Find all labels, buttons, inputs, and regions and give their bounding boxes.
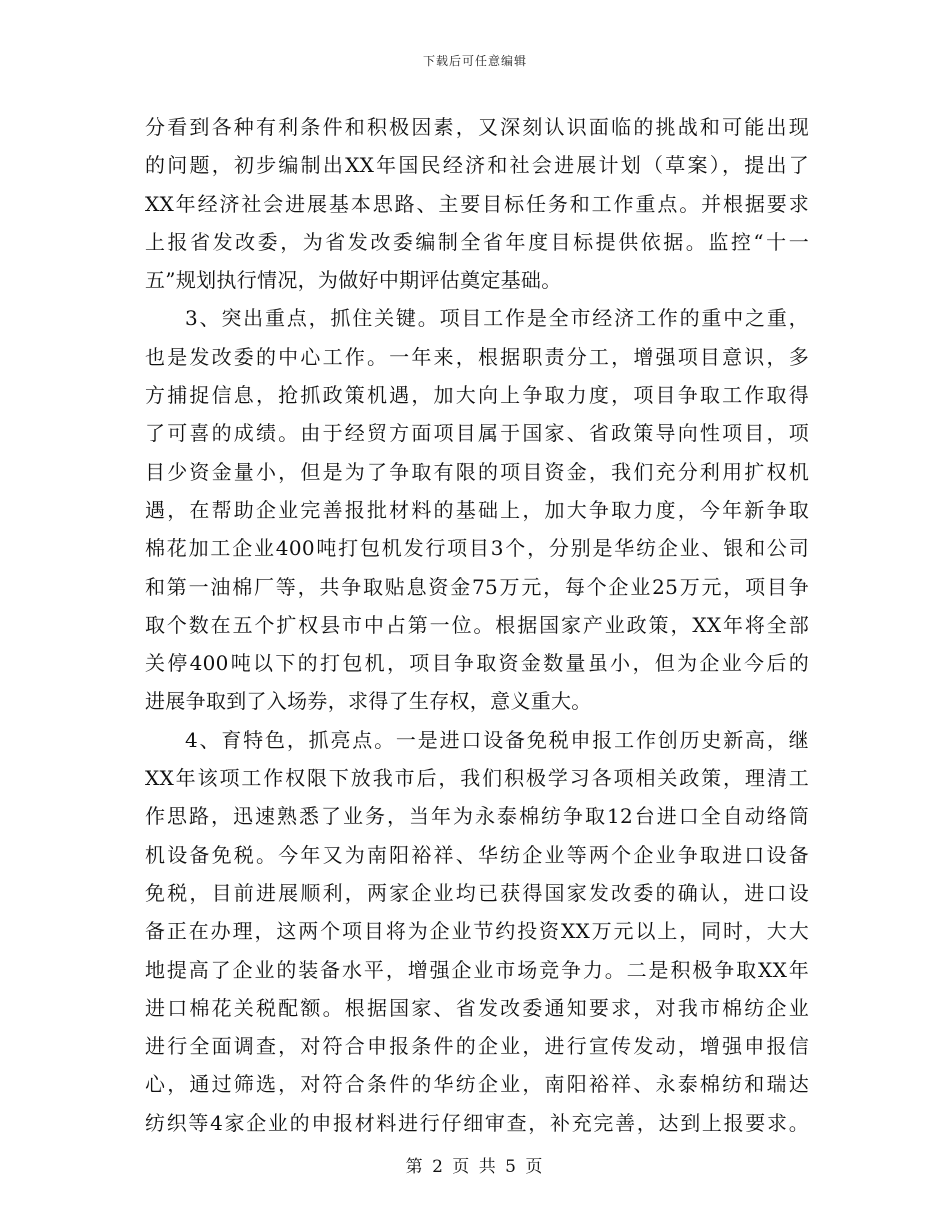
text-line: 五”规划执行情况，为做好中期评估奠定基础。 — [145, 268, 562, 293]
text-line: 纺织等4家企业的申报材料进行仔细审查，补充完善，达到上报要求。 — [145, 1110, 809, 1135]
text-line: 也是发改委的中心工作。一年来，根据职责分工，增强项目意识，多 — [145, 344, 809, 369]
text-line: 遇，在帮助企业完善报批材料的基础上，加大争取力度，今年新争取 — [145, 497, 809, 522]
text-line: 进行全面调查，对符合申报条件的企业，进行宣传发动，增强申报信 — [145, 1034, 809, 1059]
text-line: 取个数在五个扩权县市中占第一位。根据国家产业政策，XX年将全部 — [145, 612, 809, 637]
text-line: XX年该项工作权限下放我市后，我们积极学习各项相关政策，理清工 — [145, 766, 809, 791]
text-line: 心，通过筛选，对符合条件的华纺企业，南阳裕祥、永泰棉纺和瑞达 — [145, 1072, 809, 1097]
text-line: 备正在办理，这两个项目将为企业节约投资XX万元以上，同时，大大 — [145, 919, 809, 944]
text-line: 关停400吨以下的打包机，项目争取资金数量虽小，但为企业今后的 — [145, 651, 809, 676]
text-line: 进口棉花关税配额。根据国家、省发改委通知要求，对我市棉纺企业 — [145, 995, 809, 1020]
text-line: 棉花加工企业400吨打包机发行项目3个，分别是华纺企业、银和公司 — [145, 536, 809, 561]
text-line: 分看到各种有利条件和积极因素，又深刻认识面临的挑战和可能出现 — [145, 115, 809, 139]
text-line: 方捕捉信息，抢抓政策机遇，加大向上争取力度，项目争取工作取得 — [145, 383, 809, 408]
text-line: 进展争取到了入场券，求得了生存权，意义重大。 — [145, 689, 592, 714]
text-line: 4、育特色，抓亮点。一是进口设备免税申报工作创历史新高，继 — [185, 727, 809, 752]
text-line: 地提高了企业的装备水平，增强企业市场竞争力。二是积极争取XX年 — [145, 957, 809, 982]
text-line: 的问题，初步编制出XX年国民经济和社会进展计划（草案），提出了 — [145, 153, 809, 178]
text-line: 3、突出重点，抓住关键。项目工作是全市经济工作的重中之重， — [185, 306, 809, 331]
body-text — [145, 108, 809, 1142]
page-header: 下载后可任意编辑 — [422, 54, 527, 68]
text-line: 上报省发改委，为省发改委编制全省年度目标提供依据。监控“十一 — [145, 229, 809, 254]
page-footer: 第 2 页 共 5 页 — [405, 1157, 545, 1177]
text-line: 机设备免税。今年又为南阳裕祥、华纺企业等两个企业争取进口设备 — [145, 842, 809, 867]
text-line: 免税，目前进展顺利，两家企业均已获得国家发改委的确认，进口设 — [145, 880, 809, 905]
text-line: XX年经济社会进展基本思路、主要目标任务和工作重点。并根据要求 — [145, 191, 809, 216]
text-line: 和第一油棉厂等，共争取贴息资金75万元，每个企业25万元，项目争 — [145, 574, 809, 599]
text-line: 作思路，迅速熟悉了业务，当年为永泰棉纺争取12台进口全自动络筒 — [145, 804, 809, 829]
text-line: 目少资金量小，但是为了争取有限的项目资金，我们充分利用扩权机 — [145, 459, 809, 484]
text-line: 了可喜的成绩。由于经贸方面项目属于国家、省政策导向性项目，项 — [145, 421, 809, 446]
